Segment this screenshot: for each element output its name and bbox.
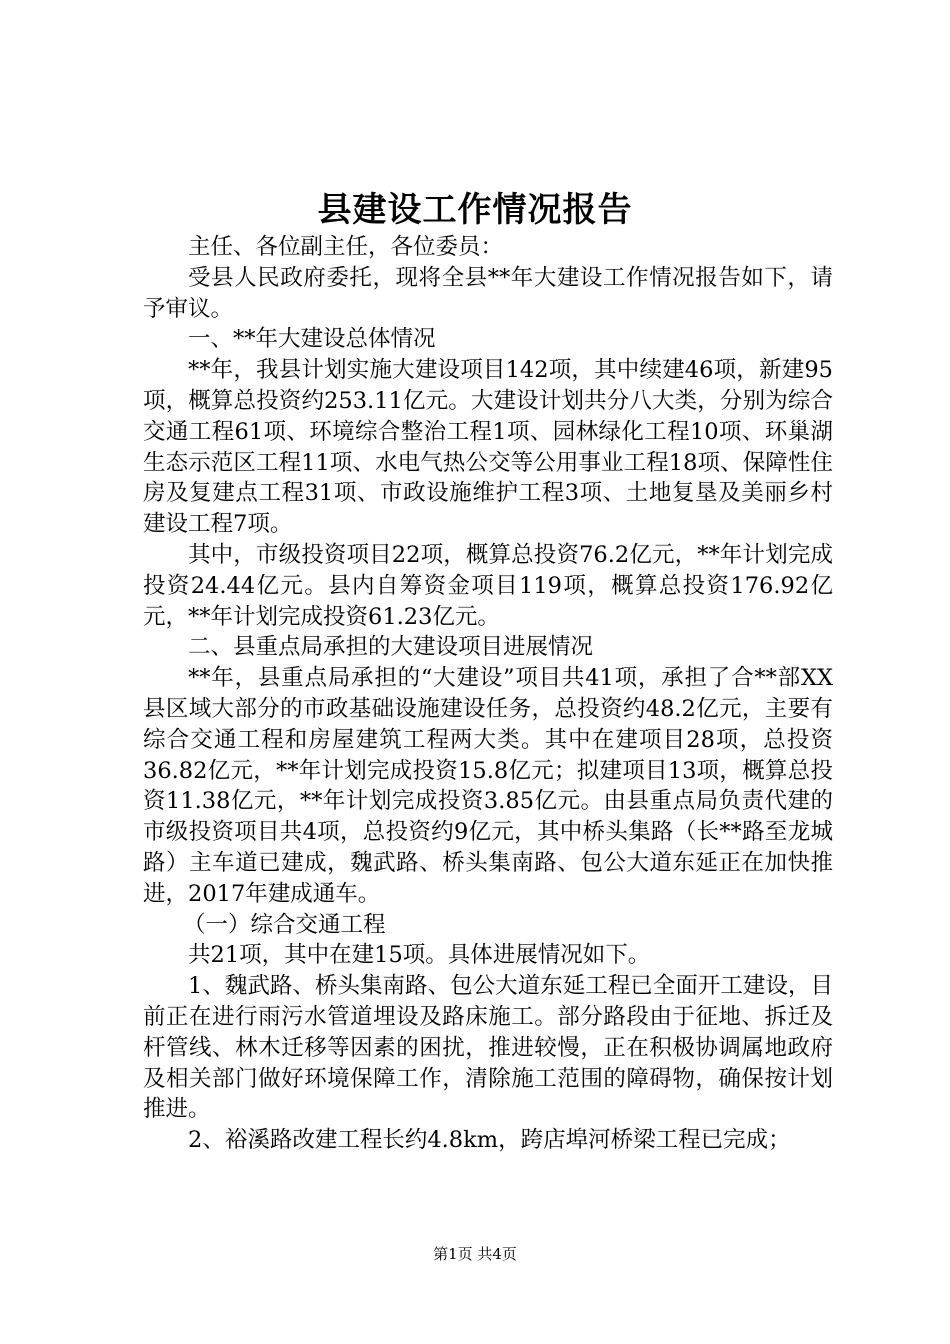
section-heading-1: 一、**年大建设总体情况 xyxy=(188,326,436,353)
subsection-heading: （一）综合交通工程 xyxy=(183,911,386,938)
body-paragraph: 其中，市级投资项目22项，概算总投资76.2亿元，**年计划完成投资24.44亿元。县内自筹资金项目119项，概算总投资176.92亿元，**年计划完成投资61.23亿元。 xyxy=(143,541,833,630)
page-footer: 第1页 共4页 xyxy=(433,1245,517,1263)
intro-paragraph: 受县人民政府委托，现将全县**年大建设工作情况报告如下，请予审议。 xyxy=(143,264,833,322)
body-paragraph: 共21项，其中在建15项。具体进展情况如下。 xyxy=(188,942,651,969)
document-title: 县建设工作情况报告 xyxy=(317,190,633,230)
salutation: 主任、各位副主任，各位委员： xyxy=(188,234,504,260)
document-body xyxy=(143,232,833,1156)
body-paragraph: **年，县重点局承担的“大建设”项目共41项，承担了合**部XX县区域大部分的市政基础设施建设任务，总投资约48.2亿元，主要有综合交通工程和房屋建筑工程两大类。其中在建项目28项，总投资36.82亿元，**年计划完成投资15.8亿元；拟建项目13项，概算总投资11.38亿元，**年计划完成投资3.85亿元。由县重点局负责代建的市级投资项目共4项，总投资约9亿元，其中桥头集路（长**路至龙城路）主车道已建成，魏武路、桥头集南路、包公大道东延正在加快推进，2017年建成通车。 xyxy=(143,665,833,907)
list-item: 2、裕溪路改建工程长约4.8km，跨店埠河桥梁工程已完成； xyxy=(188,1127,791,1154)
body-paragraph: **年，我县计划实施大建设项目142项，其中续建46项，新建95项，概算总投资约253.11亿元。大建设计划共分八大类，分别为综合交通工程61项、环境综合整治工程1项、园林绿化工程10项、环巢湖生态示范区工程11项、水电气热公交等公用事业工程18项、保障性住房及复建点工程31项、市政设施维护工程3项、土地复垦及美丽乡村建设工程7项。 xyxy=(143,357,833,538)
list-item: 1、魏武路、桥头集南路、包公大道东延工程已全面开工建设，目前正在进行雨污水管道埋设及路床施工。部分路段由于征地、拆迁及杆管线、林木迁移等因素的困扰，推进较慢，正在积极协调属地政府及相关部门做好环境保障工作，清除施工范围的障碍物，确保按计划推进。 xyxy=(143,973,833,1123)
section-heading-2: 二、县重点局承担的大建设项目进展情况 xyxy=(188,634,594,661)
